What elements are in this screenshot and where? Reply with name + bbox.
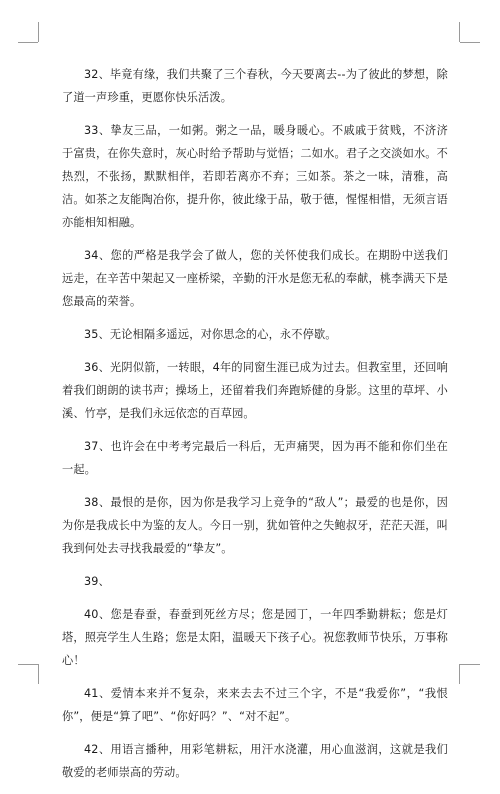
- crop-mark-top-left-vertical: [38, 22, 39, 42]
- crop-mark-top-right-horizontal: [460, 42, 480, 43]
- crop-mark-bottom-left-vertical: [38, 664, 39, 684]
- paragraph-37: 37、也许会在中考考完最后一科后，无声痛哭，因为再不能和你们坐在一起。: [62, 440, 448, 476]
- paragraph-34: 34、您的严格是我学会了做人，您的关怀使我们成长。在期盼中送我们远走，在辛苦中架起又一座桥梁，辛勤的汗水是您无私的奉献，桃李满天下是您最高的荣誉。: [62, 249, 448, 308]
- crop-mark-bottom-right-horizontal: [460, 664, 480, 665]
- document-body: [62, 63, 448, 794]
- paragraph-39: 39、: [84, 575, 110, 588]
- paragraph-36: 36、光阴似箭，一转眼，4年的同窗生涯已成为过去。但教室里，还回响着我们朗朗的读书声；操场上，还留着我们奔跑矫健的身影。这里的草坪、小溪、竹亭，是我们永远依恋的百草园。: [62, 361, 448, 420]
- paragraph-41: 41、爱情本来并不复杂，来来去去不过三个字，不是“我爱你”，“我恨你”，便是“算了吧”、“你好吗？”、“对不起”。: [62, 687, 448, 723]
- paragraph-33: 33、挚友三品，一如粥。粥之一品，暖身暖心。不戚戚于贫贱，不济济于富贵，在你失意时，灰心时给予帮助与觉悟；二如水。君子之交淡如水。不热烈，不张扬，默默相伴，若即若离亦不弃；三如茶。茶之一味，清雅，高洁。如茶之友能陶冶你，提升你，彼此缘于品，敬于德，惺惺相惜，无须言语亦能相知相融。: [62, 124, 448, 229]
- paragraph-32: 32、毕竟有缘，我们共聚了三个春秋，今天要离去--为了彼此的梦想，除了道一声珍重，更愿你快乐活泼。: [62, 68, 448, 104]
- paragraph-40: 40、您是春蚕，春蚕到死丝方尽；您是园丁，一年四季勤耕耘；您是灯塔，照亮学生人生路；您是太阳，温暖天下孩子心。祝您教师节快乐，万事称心！: [62, 608, 448, 667]
- crop-mark-top-right-vertical: [459, 22, 460, 42]
- paragraph-42: 42、用语言播种，用彩笔耕耘，用汗水浇灌，用心血滋润，这就是我们敬爱的老师崇高的劳动。: [62, 743, 448, 779]
- crop-mark-top-left-horizontal: [18, 42, 38, 43]
- crop-mark-bottom-left-horizontal: [18, 664, 38, 665]
- paragraph-38: 38、最恨的是你，因为你是我学习上竞争的“敌人”；最爱的也是你，因为你是我成长中为鉴的友人。今日一别，犹如管仲之失鲍叔牙，茫茫天涯，叫我到何处去寻找我最爱的“挚友”。: [62, 496, 448, 555]
- paragraph-35: 35、无论相隔多遥远，对你思念的心，永不停歇。: [84, 328, 337, 341]
- crop-mark-bottom-right-vertical: [459, 664, 460, 684]
